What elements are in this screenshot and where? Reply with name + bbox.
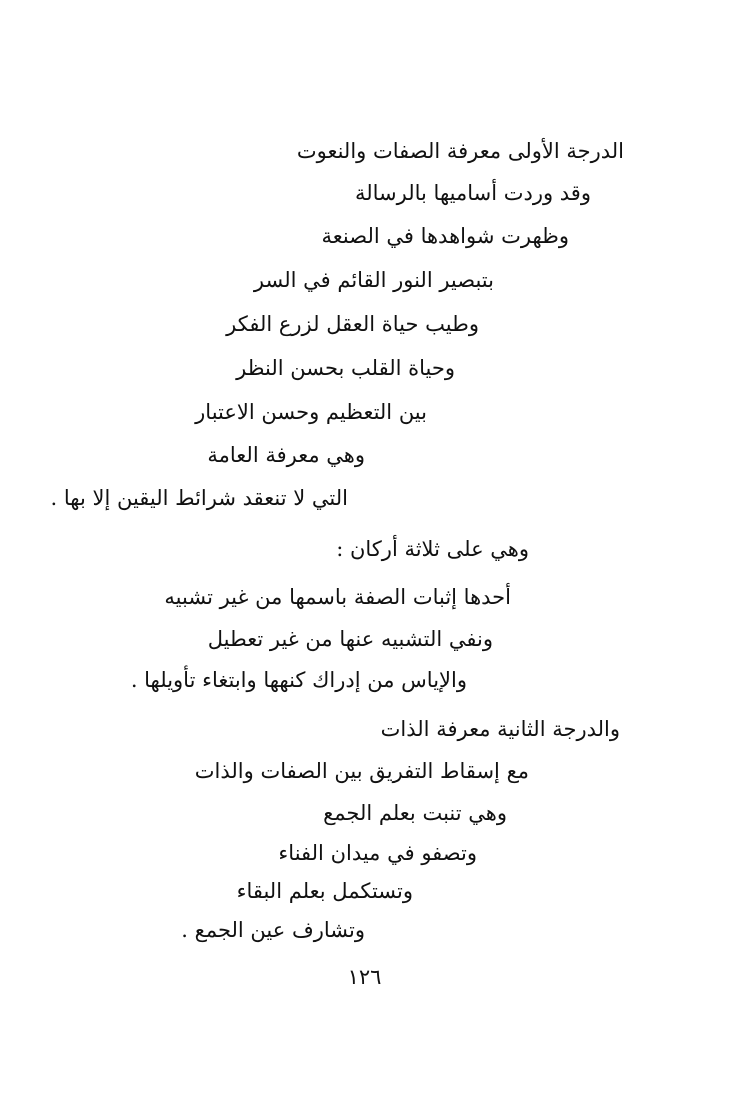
text-line-10: وهي على ثلاثة أركان :	[336, 537, 529, 561]
text-line-15: مع إسقاط التفريق بين الصفات والذات	[194, 759, 529, 783]
text-line-19: وتشارف عين الجمع .	[181, 918, 365, 942]
text-line-4: بتبصير النور القائم في السر	[253, 268, 494, 292]
page-number: ١٢٦	[347, 965, 382, 989]
text-line-6: وحياة القلب بحسن النظر	[236, 356, 455, 380]
text-line-7: بين التعظيم وحسن الاعتبار	[195, 400, 427, 424]
text-line-3: وظهرت شواهدها في الصنعة	[321, 224, 569, 248]
text-line-8: وهي معرفة العامة	[207, 443, 365, 467]
text-line-11: أحدها إثبات الصفة باسمها من غير تشبيه	[164, 585, 511, 609]
text-line-16: وهي تنبت بعلم الجمع	[323, 801, 507, 825]
text-line-1: الدرجة الأولى معرفة الصفات والنعوت	[296, 139, 624, 163]
text-line-12: ونفي التشبيه عنها من غير تعطيل	[207, 627, 493, 651]
text-line-9: التي لا تنعقد شرائط اليقين إلا بها .	[50, 486, 348, 510]
text-line-13: والإياس من إدراك كنهها وابتغاء تأويلها .	[130, 668, 467, 692]
text-line-2: وقد وردت أساميها بالرسالة	[354, 181, 591, 205]
text-line-5: وطيب حياة العقل لزرع الفكر	[226, 312, 479, 336]
text-line-18: وتستكمل بعلم البقاء	[236, 879, 413, 903]
text-line-17: وتصفو في ميدان الفناء	[278, 841, 477, 865]
text-line-14: والدرجة الثانية معرفة الذات	[380, 717, 620, 741]
